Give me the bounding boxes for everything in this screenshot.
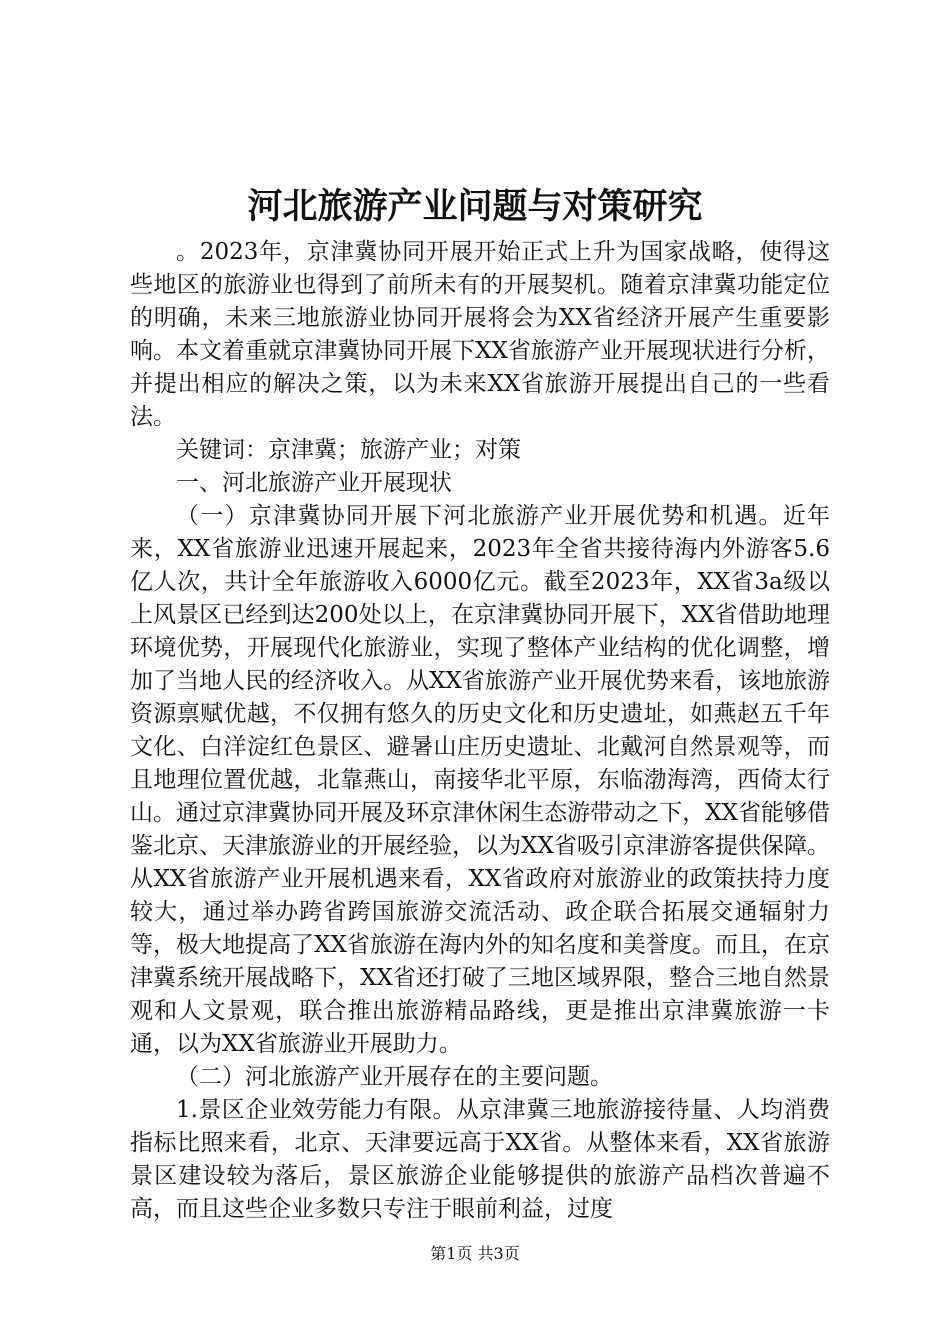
document-title: 河北旅游产业问题与对策研究	[247, 186, 703, 227]
keywords-paragraph: 关键词：京津冀；旅游产业；对策	[176, 437, 521, 463]
subsection-paragraph: （一）京津冀协同开展下河北旅游产业开展优势和机遇。近年来，XX省旅游业迅速开展起来，2023年全省共接待海内外游客5.6亿人次，共计全年旅游收入6000亿元。截至2023年，XX省3a级以上风景区已经到达200处以上，在京津冀协同开展下，XX省借助地理环境优势，开展现代化旅游业，实现了整体产业结构的优化调整，增加了当地人民的经济收入。从XX省旅游产业开展优势来看，该地旅游资源禀赋优越，不仅拥有悠久的历史文化和历史遗址，如燕赵五千年文化、白洋淀红色景区、避暑山庄历史遗址、北戴河自然景观等，而且地理位置优越，北靠燕山，南接华北平原，东临渤海湾，西倚太行山。通过京津冀协同开展及环京津休闲生态游带动之下，XX省能够借鉴北京、天津旅游业的开展经验，以为XX省吸引京津游客提供保障。从XX省旅游产业开展机遇来看，XX省政府对旅游业的政策扶持力度较大，通过举办跨省跨国旅游交流活动、政企联合拓展交通辐射力等，极大地提高了XX省旅游在海内外的知名度和美誉度。而且，在京津冀系统开展战略下，XX省还打破了三地区域界限，整合三地自然景观和人文景观，联合推出旅游精品路线，更是推出京津冀旅游一卡通，以为XX省旅游业开展助力。	[130, 503, 830, 1057]
subsection-heading: （二）河北旅游产业开展存在的主要问题。	[176, 1064, 613, 1090]
document-body	[130, 236, 830, 1226]
page-number: 第1页 共3页	[430, 1244, 520, 1263]
body-paragraph: 1.景区企业效劳能力有限。从京津冀三地旅游接待量、人均消费指标比照来看，北京、天津要远高于XX省。从整体来看，XX省旅游景区建设较为落后，景区旅游企业能够提供的旅游产品档次普遍不高，而且这些企业多数只专注于眼前利益，过度	[130, 1097, 830, 1222]
section-heading: 一、河北旅游产业开展现状	[176, 470, 452, 496]
abstract-paragraph: 。2023年，京津冀协同开展开始正式上升为国家战略，使得这些地区的旅游业也得到了前所未有的开展契机。随着京津冀功能定位的明确，未来三地旅游业协同开展将会为XX省经济开展产生重要影响。本文着重就京津冀协同开展下XX省旅游产业开展现状进行分析，并提出相应的解决之策，以为未来XX省旅游开展提出自己的一些看法。	[130, 239, 830, 430]
